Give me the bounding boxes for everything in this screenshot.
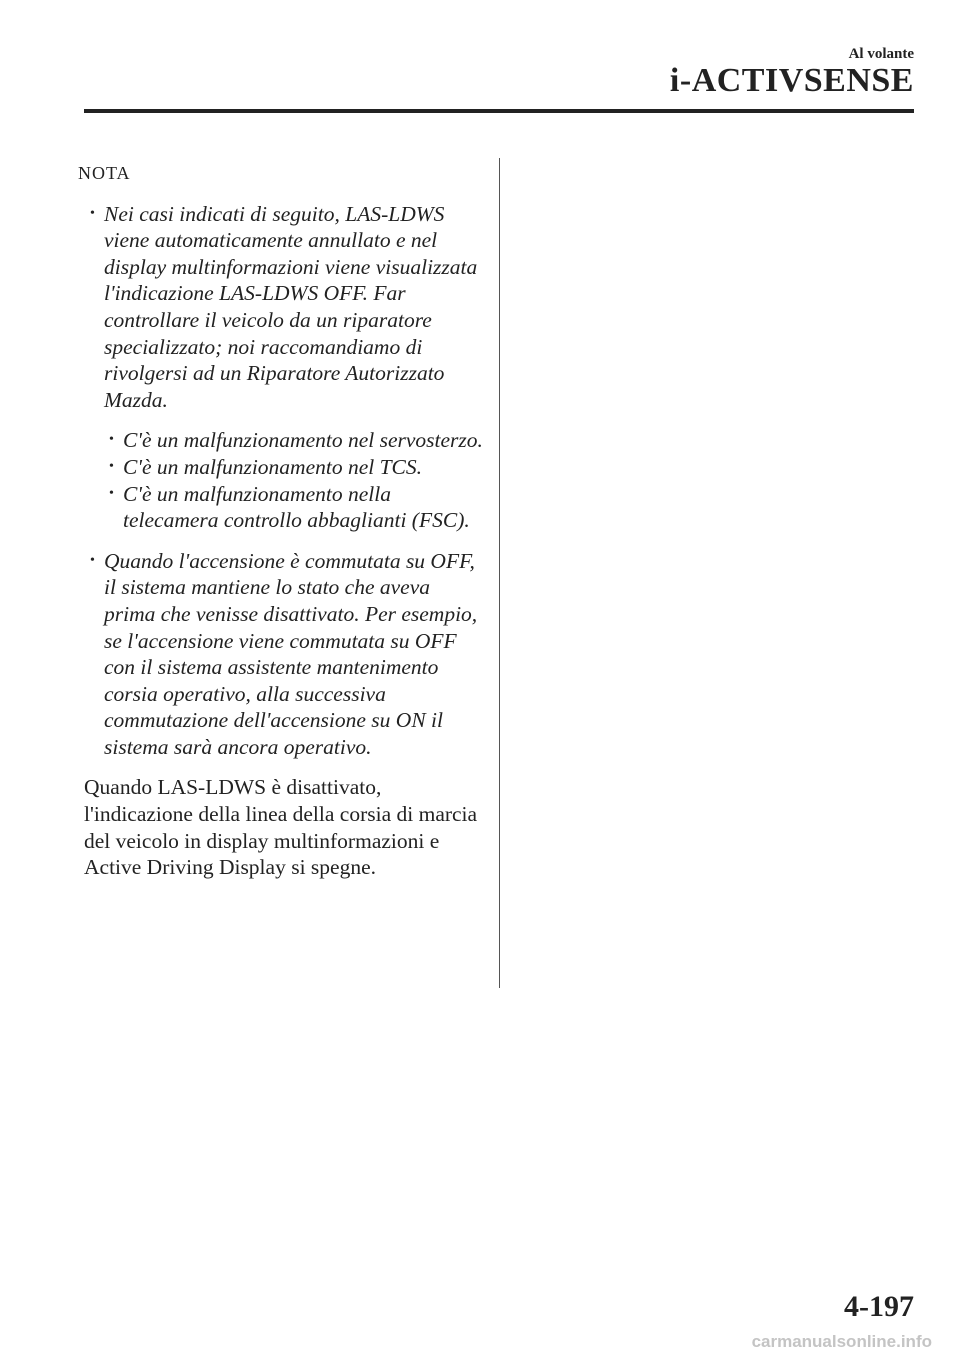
bullet-icon: • <box>90 552 95 568</box>
note-subitem-text: C'è un malfunzionamento nel TCS. <box>123 454 423 479</box>
body-paragraph: Quando LAS-LDWS è disattivato, l'indicazione della linea della corsia di marcia del veicolo in display multinformazioni e Active Driving Display si spegne. <box>84 775 478 880</box>
note-label: NOTA <box>78 163 131 183</box>
section-heading: Al volante <box>848 46 914 62</box>
watermark: carmanualsonline.info <box>751 1332 932 1351</box>
note-item <box>84 201 484 414</box>
column-divider <box>499 158 500 988</box>
note-subitem-text: C'è un malfunzionamento nel servosterzo. <box>123 428 483 453</box>
bullet-icon: • <box>109 485 114 501</box>
note-item-text: Quando l'accensione è commutata su OFF, il sistema mantiene lo stato che aveva prima che venisse disattivato. Per esempio, se l'accensione viene commutata su OFF con il sistema assistente mantenimento corsia operativo, alla successiva commutazione dell'accensione su ON il sistema sarà ancora operativo. <box>104 548 478 759</box>
bullet-icon: • <box>109 432 114 448</box>
note-item-text: Nei casi indicati di seguito, LAS-LDWS viene automaticamente annullato e nel display multinformazioni viene visualizzata l'indicazione LAS-LDWS OFF. Far controllare il veicolo da un riparatore specializzato; noi raccomandiamo di rivolgersi ad un Riparatore Autorizzato Mazda. <box>104 201 478 412</box>
page-title: i-ACTIVSENSE <box>669 62 914 99</box>
note-subitem <box>84 454 484 481</box>
note-item <box>84 548 484 761</box>
bullet-icon: • <box>109 458 114 474</box>
note-subitem-text: C'è un malfunzionamento nella telecamera controllo abbaglianti (FSC). <box>123 481 470 533</box>
note-subitem <box>84 427 484 454</box>
bullet-icon: • <box>90 205 95 221</box>
left-column <box>78 160 484 881</box>
note-subitem <box>84 481 484 534</box>
header-divider <box>84 109 914 113</box>
page-number: 4-197 <box>844 1290 914 1323</box>
